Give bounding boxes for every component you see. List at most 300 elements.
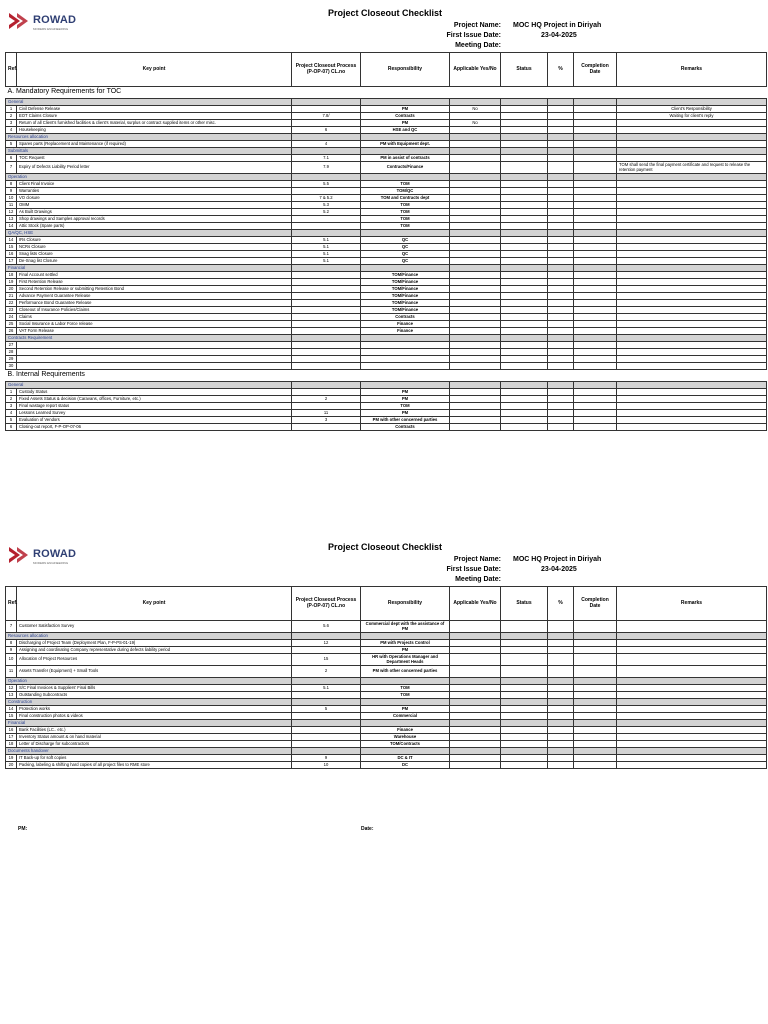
page-header xyxy=(5,6,766,52)
group-empty-cell xyxy=(501,335,548,342)
key-point-cell: Discharging of Project Team (Deployment Plan, F-P-PS-01-19) xyxy=(17,640,292,647)
brand-name-2: ROWAD xyxy=(33,548,77,560)
remarks-cell xyxy=(617,216,767,223)
key-point-cell: Attic Stock (Spare parts) xyxy=(17,223,292,230)
group-heading: QA/QC, HSE xyxy=(6,230,292,237)
completion-date-cell xyxy=(574,417,617,424)
percent-cell xyxy=(548,734,574,741)
key-point-cell: Outstanding Subcontracts xyxy=(17,692,292,699)
table-row xyxy=(6,162,767,174)
key-point-cell: VAT Form Release xyxy=(17,328,292,335)
col-key-point: Key point xyxy=(17,587,292,621)
table-row xyxy=(6,237,767,244)
status-cell xyxy=(501,314,548,321)
completion-date-cell xyxy=(574,162,617,174)
issue-date-value: 23-04-2025 xyxy=(541,32,577,39)
group-empty-cell xyxy=(292,174,361,181)
percent-cell xyxy=(548,307,574,314)
ref-cell: 10 xyxy=(6,654,17,666)
applicable-cell xyxy=(450,328,501,335)
group-empty-cell xyxy=(292,148,361,155)
group-empty-cell xyxy=(617,748,767,755)
process-cell xyxy=(292,403,361,410)
key-point-cell: Packing, labeling & shifting hard copies of all project files to RME store xyxy=(17,762,292,769)
ref-cell: 5 xyxy=(6,417,17,424)
applicable-cell xyxy=(450,692,501,699)
group-empty-cell xyxy=(450,134,501,141)
percent-cell xyxy=(548,258,574,265)
remarks-cell: TOM shall send the final payment certificate and request to release the retention payment xyxy=(617,162,767,174)
col-ref: Ref. xyxy=(6,53,17,87)
applicable-cell xyxy=(450,314,501,321)
percent-cell xyxy=(548,120,574,127)
percent-cell xyxy=(548,328,574,335)
remarks-cell xyxy=(617,244,767,251)
table-row xyxy=(6,424,767,431)
meeting-date-row-2 xyxy=(425,576,513,583)
ref-cell: 4 xyxy=(6,127,17,134)
applicable-cell xyxy=(450,188,501,195)
key-point-cell: Assigning and coordinating Company representative during defects liability period xyxy=(17,647,292,654)
applicable-cell xyxy=(450,654,501,666)
ref-cell: 21 xyxy=(6,293,17,300)
group-heading: Financial xyxy=(6,265,292,272)
status-cell xyxy=(501,286,548,293)
status-cell xyxy=(501,396,548,403)
percent-cell xyxy=(548,321,574,328)
completion-date-cell xyxy=(574,113,617,120)
group-empty-cell xyxy=(548,720,574,727)
responsibility-cell xyxy=(361,356,450,363)
responsibility-cell: QC xyxy=(361,258,450,265)
applicable-cell xyxy=(450,141,501,148)
key-point-cell: EOT Claims Closure xyxy=(17,113,292,120)
process-cell: 2 xyxy=(292,666,361,678)
table-row xyxy=(6,647,767,654)
key-point-cell: Evaluation of Vendors xyxy=(17,417,292,424)
group-empty-cell xyxy=(501,382,548,389)
responsibility-cell: QC xyxy=(361,251,450,258)
group-empty-cell xyxy=(292,335,361,342)
responsibility-cell: PM with other concerned parties xyxy=(361,666,450,678)
group-empty-cell xyxy=(450,699,501,706)
group-empty-cell xyxy=(450,748,501,755)
page-header-2 xyxy=(5,540,766,586)
group-empty-cell xyxy=(548,134,574,141)
key-point-cell xyxy=(17,349,292,356)
group-empty-cell xyxy=(548,699,574,706)
applicable-cell xyxy=(450,356,501,363)
col-remarks: Remarks xyxy=(617,587,767,621)
meeting-date-label-2: Meeting Date: xyxy=(455,576,501,583)
responsibility-cell: TOM/Finance xyxy=(361,286,450,293)
remarks-cell xyxy=(617,734,767,741)
table-row xyxy=(6,349,767,356)
group-empty-cell xyxy=(450,230,501,237)
group-empty-cell xyxy=(292,748,361,755)
project-name-label-2: Project Name: xyxy=(453,556,501,563)
responsibility-cell: Commercial xyxy=(361,713,450,720)
process-cell xyxy=(292,734,361,741)
col-percent: % xyxy=(548,587,574,621)
responsibility-cell: PM xyxy=(361,706,450,713)
checklist-table-2 xyxy=(5,586,767,769)
group-empty-cell xyxy=(617,720,767,727)
applicable-cell xyxy=(450,640,501,647)
group-empty-cell xyxy=(361,148,450,155)
process-cell xyxy=(292,424,361,431)
responsibility-cell: TOM/Finance xyxy=(361,300,450,307)
group-empty-cell xyxy=(501,134,548,141)
status-cell xyxy=(501,258,548,265)
table-row xyxy=(6,258,767,265)
percent-cell xyxy=(548,314,574,321)
group-empty-cell xyxy=(361,134,450,141)
responsibility-cell: Contracts/Finance xyxy=(361,162,450,174)
remarks-cell xyxy=(617,424,767,431)
ref-cell: 2 xyxy=(6,113,17,120)
group-empty-cell xyxy=(450,265,501,272)
applicable-cell xyxy=(450,396,501,403)
group-empty-cell xyxy=(617,382,767,389)
status-cell xyxy=(501,307,548,314)
responsibility-cell: TOM xyxy=(361,223,450,230)
meeting-date-label: Meeting Date: xyxy=(455,42,501,49)
applicable-cell xyxy=(450,706,501,713)
group-empty-cell xyxy=(617,699,767,706)
key-point-cell: Closing-out report, F-P-OP-07-06 xyxy=(17,424,292,431)
responsibility-cell: TOM/Finance xyxy=(361,279,450,286)
table-row xyxy=(6,155,767,162)
responsibility-cell: TOM xyxy=(361,202,450,209)
table-row xyxy=(6,363,767,370)
table-row xyxy=(6,403,767,410)
group-empty-cell xyxy=(361,99,450,106)
ref-cell: 9 xyxy=(6,647,17,654)
process-cell xyxy=(292,120,361,127)
key-point-cell: Performance Bond Guarantee Release xyxy=(17,300,292,307)
status-cell xyxy=(501,727,548,734)
status-cell xyxy=(501,713,548,720)
percent-cell xyxy=(548,155,574,162)
completion-date-cell xyxy=(574,342,617,349)
key-point-cell: OMM xyxy=(17,202,292,209)
remarks-cell xyxy=(617,321,767,328)
checklist-page-1 xyxy=(5,6,766,431)
group-empty-cell xyxy=(574,134,617,141)
key-point-cell: Allocation of Project Resources xyxy=(17,654,292,666)
ref-cell: 17 xyxy=(6,258,17,265)
group-empty-cell xyxy=(450,720,501,727)
applicable-cell xyxy=(450,734,501,741)
applicable-cell xyxy=(450,181,501,188)
key-point-cell: As Built Drawings xyxy=(17,209,292,216)
table-row xyxy=(6,181,767,188)
key-point-cell: Protection works xyxy=(17,706,292,713)
process-cell: 5.1 xyxy=(292,685,361,692)
key-point-cell: First Retention Release xyxy=(17,279,292,286)
remarks-cell xyxy=(617,640,767,647)
completion-date-cell xyxy=(574,314,617,321)
percent-cell xyxy=(548,356,574,363)
responsibility-cell: QC xyxy=(361,237,450,244)
remarks-cell xyxy=(617,209,767,216)
table-row xyxy=(6,654,767,666)
project-name-row-2 xyxy=(425,556,601,563)
group-empty-cell xyxy=(574,699,617,706)
completion-date-cell xyxy=(574,279,617,286)
applicable-cell xyxy=(450,647,501,654)
ref-cell: 26 xyxy=(6,328,17,335)
completion-date-cell xyxy=(574,141,617,148)
percent-cell xyxy=(548,286,574,293)
table-row xyxy=(6,410,767,417)
process-cell: 5.1 xyxy=(292,244,361,251)
status-cell xyxy=(501,349,548,356)
status-cell xyxy=(501,417,548,424)
ref-cell: 5 xyxy=(6,141,17,148)
group-empty-cell xyxy=(548,748,574,755)
percent-cell xyxy=(548,127,574,134)
table-row xyxy=(6,762,767,769)
status-cell xyxy=(501,424,548,431)
brand-tagline: MODERN ENGINEERING xyxy=(33,27,69,31)
percent-cell xyxy=(548,713,574,720)
col-status: Status xyxy=(501,587,548,621)
completion-date-cell xyxy=(574,216,617,223)
applicable-cell xyxy=(450,403,501,410)
group-heading: General xyxy=(6,99,292,106)
group-empty-cell xyxy=(548,382,574,389)
ref-cell: 18 xyxy=(6,741,17,748)
percent-cell xyxy=(548,741,574,748)
completion-date-cell xyxy=(574,403,617,410)
key-point-cell: Snag lists Closure xyxy=(17,251,292,258)
percent-cell xyxy=(548,762,574,769)
completion-date-cell xyxy=(574,328,617,335)
applicable-cell: No xyxy=(450,106,501,113)
responsibility-cell: HSE and QC xyxy=(361,127,450,134)
remarks-cell xyxy=(617,356,767,363)
table-row xyxy=(6,734,767,741)
completion-date-cell xyxy=(574,293,617,300)
completion-date-cell xyxy=(574,237,617,244)
responsibility-cell: PM in assist of contracts xyxy=(361,155,450,162)
remarks-cell xyxy=(617,666,767,678)
completion-date-cell xyxy=(574,195,617,202)
percent-cell xyxy=(548,300,574,307)
status-cell xyxy=(501,141,548,148)
completion-date-cell xyxy=(574,713,617,720)
applicable-cell xyxy=(450,127,501,134)
status-cell xyxy=(501,237,548,244)
key-point-cell: Assets Transfer (Equipment) + Small Tools xyxy=(17,666,292,678)
completion-date-cell xyxy=(574,188,617,195)
status-cell xyxy=(501,734,548,741)
responsibility-cell: HR with Operations Manager and Department Heads xyxy=(361,654,450,666)
col-applicable: Applicable Yes/No xyxy=(450,53,501,87)
ref-cell: 19 xyxy=(6,755,17,762)
percent-cell xyxy=(548,141,574,148)
status-cell xyxy=(501,762,548,769)
remarks-cell xyxy=(617,396,767,403)
remarks-cell xyxy=(617,363,767,370)
group-empty-cell xyxy=(617,678,767,685)
responsibility-cell: TOM/Finance xyxy=(361,293,450,300)
ref-cell: 15 xyxy=(6,244,17,251)
group-empty-cell xyxy=(548,335,574,342)
status-cell xyxy=(501,244,548,251)
percent-cell xyxy=(548,685,574,692)
ref-cell: 3 xyxy=(6,120,17,127)
status-cell xyxy=(501,363,548,370)
group-empty-cell xyxy=(501,265,548,272)
completion-date-cell xyxy=(574,321,617,328)
group-empty-cell xyxy=(574,748,617,755)
ref-cell: 9 xyxy=(6,188,17,195)
process-cell xyxy=(292,727,361,734)
applicable-cell xyxy=(450,223,501,230)
applicable-cell xyxy=(450,202,501,209)
key-point-cell: Client Final Invoice xyxy=(17,181,292,188)
status-cell xyxy=(501,300,548,307)
completion-date-cell xyxy=(574,106,617,113)
remarks-cell xyxy=(617,202,767,209)
brand-tagline-2: MODERN ENGINEERING xyxy=(33,561,69,565)
process-cell xyxy=(292,328,361,335)
process-cell xyxy=(292,692,361,699)
completion-date-cell xyxy=(574,300,617,307)
process-cell xyxy=(292,349,361,356)
applicable-cell xyxy=(450,251,501,258)
responsibility-cell: TOM/QC xyxy=(361,188,450,195)
table-row xyxy=(6,396,767,403)
group-empty-cell xyxy=(450,99,501,106)
process-cell: 2 xyxy=(292,396,361,403)
percent-cell xyxy=(548,106,574,113)
ref-cell: 1 xyxy=(6,389,17,396)
percent-cell xyxy=(548,755,574,762)
group-heading-row xyxy=(6,720,767,727)
process-cell xyxy=(292,300,361,307)
status-cell xyxy=(501,106,548,113)
ref-cell: 29 xyxy=(6,356,17,363)
table-row xyxy=(6,127,767,134)
col-key-point: Key point xyxy=(17,53,292,87)
group-empty-cell xyxy=(617,633,767,640)
group-empty-cell xyxy=(574,633,617,640)
remarks-cell xyxy=(617,251,767,258)
ref-cell: 30 xyxy=(6,363,17,370)
percent-cell xyxy=(548,216,574,223)
table-row xyxy=(6,279,767,286)
table-row xyxy=(6,244,767,251)
key-point-cell: Advance Payment Guarantee Release xyxy=(17,293,292,300)
key-point-cell: Civil Defense Release xyxy=(17,106,292,113)
table-row xyxy=(6,685,767,692)
applicable-cell xyxy=(450,321,501,328)
group-empty-cell xyxy=(548,99,574,106)
applicable-cell xyxy=(450,155,501,162)
status-cell xyxy=(501,120,548,127)
status-cell xyxy=(501,181,548,188)
process-cell: 15 xyxy=(292,654,361,666)
completion-date-cell xyxy=(574,755,617,762)
applicable-cell xyxy=(450,216,501,223)
group-heading-row xyxy=(6,265,767,272)
remarks-cell xyxy=(617,342,767,349)
remarks-cell xyxy=(617,389,767,396)
percent-cell xyxy=(548,188,574,195)
process-cell: 5.6 xyxy=(292,621,361,633)
group-empty-cell xyxy=(450,174,501,181)
responsibility-cell: PM xyxy=(361,389,450,396)
percent-cell xyxy=(548,293,574,300)
status-cell xyxy=(501,113,548,120)
group-empty-cell xyxy=(617,265,767,272)
group-empty-cell xyxy=(292,678,361,685)
group-heading-row xyxy=(6,174,767,181)
status-cell xyxy=(501,741,548,748)
process-cell xyxy=(292,223,361,230)
ref-cell: 10 xyxy=(6,195,17,202)
ref-cell: 22 xyxy=(6,300,17,307)
process-cell: 4 xyxy=(292,141,361,148)
process-cell xyxy=(292,741,361,748)
responsibility-cell: Finance xyxy=(361,328,450,335)
section-heading-row xyxy=(6,87,767,99)
ref-cell: 14 xyxy=(6,223,17,230)
completion-date-cell xyxy=(574,741,617,748)
completion-date-cell xyxy=(574,244,617,251)
group-heading-row xyxy=(6,748,767,755)
group-heading: Operation xyxy=(6,174,292,181)
applicable-cell xyxy=(450,279,501,286)
table-row xyxy=(6,141,767,148)
status-cell xyxy=(501,272,548,279)
status-cell xyxy=(501,356,548,363)
remarks-cell xyxy=(617,237,767,244)
group-empty-cell xyxy=(548,174,574,181)
table-row xyxy=(6,621,767,633)
key-point-cell: S/C Final Invoices & Suppliers' Final Bills xyxy=(17,685,292,692)
responsibility-cell: PM xyxy=(361,120,450,127)
process-cell xyxy=(292,321,361,328)
group-heading: Documents handover xyxy=(6,748,292,755)
remarks-cell xyxy=(617,223,767,230)
applicable-cell xyxy=(450,195,501,202)
completion-date-cell xyxy=(574,666,617,678)
table-row xyxy=(6,706,767,713)
responsibility-cell: TOM xyxy=(361,209,450,216)
completion-date-cell xyxy=(574,209,617,216)
group-empty-cell xyxy=(450,633,501,640)
ref-cell: 20 xyxy=(6,762,17,769)
percent-cell xyxy=(548,389,574,396)
table-row xyxy=(6,692,767,699)
completion-date-cell xyxy=(574,621,617,633)
applicable-cell xyxy=(450,685,501,692)
group-empty-cell xyxy=(501,699,548,706)
process-cell xyxy=(292,293,361,300)
group-heading-row xyxy=(6,335,767,342)
table-row xyxy=(6,342,767,349)
percent-cell xyxy=(548,654,574,666)
remarks-cell xyxy=(617,155,767,162)
company-logo xyxy=(8,11,78,37)
status-cell xyxy=(501,640,548,647)
ref-cell: 19 xyxy=(6,279,17,286)
